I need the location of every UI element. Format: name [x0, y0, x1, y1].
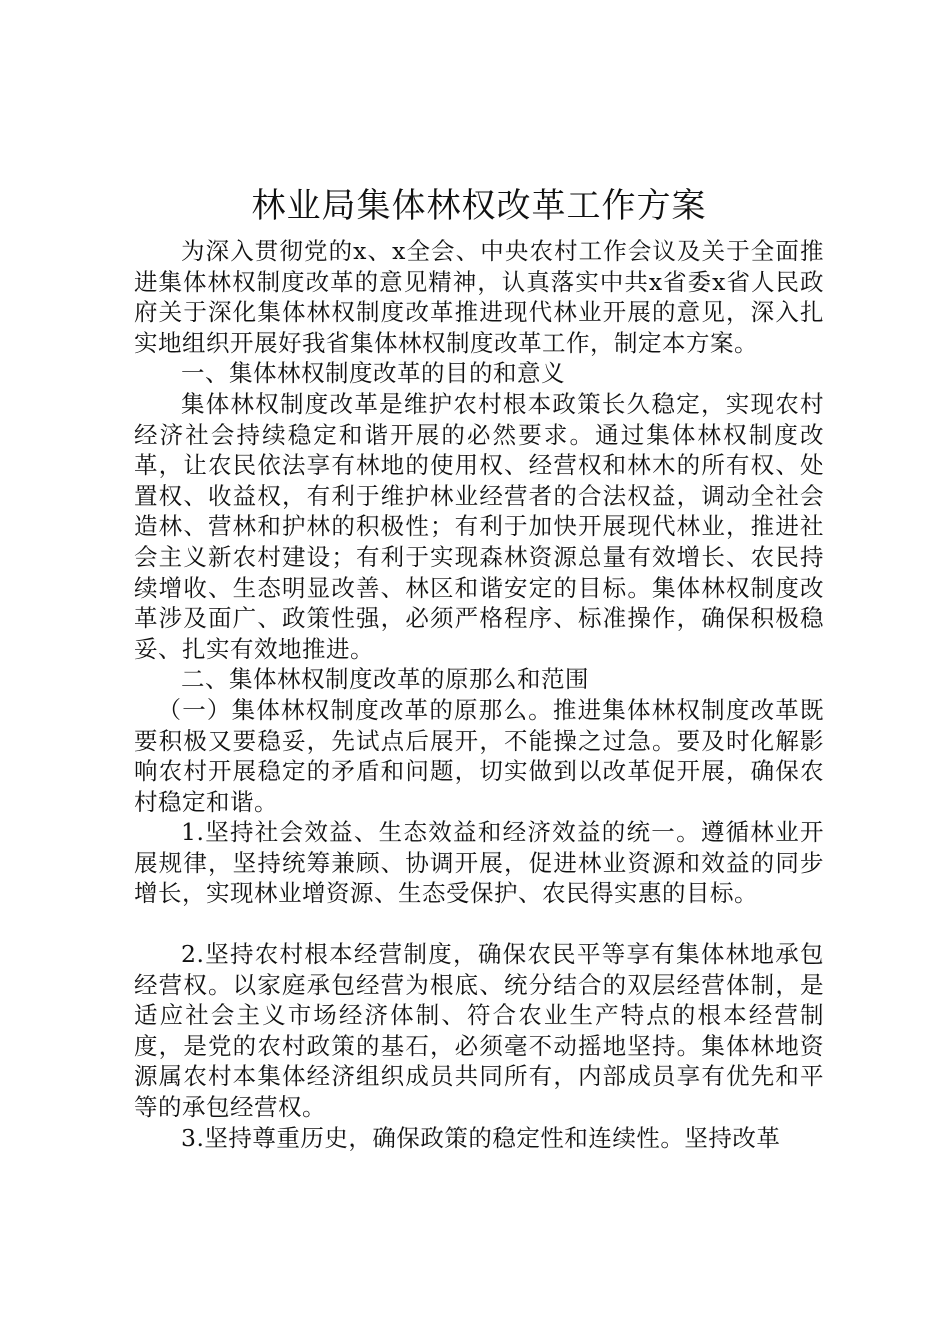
intro-paragraph: 为深入贯彻党的x、x全会、中央农村工作会议及关于全面推进集体林权制度改革的意见精神，认真落实中共x省委x省人民政府关于深化集体林权制度改革推进现代林业开展的意见，深入扎实地组织开展好我省集体林权制度改革工作，制定本方案。: [134, 237, 824, 357]
document-title: 林业局集体林权改革工作方案: [251, 186, 707, 226]
paragraph-gap: [134, 909, 824, 939]
subsection-1-paragraph: （一）集体林权制度改革的原那么。推进集体林权制度改革既要积极又要稳妥，先试点后展开，不能操之过急。要及时化解影响农村开展稳定的矛盾和问题，切实做到以改革促开展，确保农村稳定和谐。: [134, 695, 824, 816]
section-heading-2: 二、集体林权制度改革的原那么和范围: [181, 665, 589, 694]
principle-2-paragraph: 2.坚持农村根本经营制度，确保农民平等享有集体林地承包经营权。以家庭承包经营为根底、统分结合的双层经营体制，是适应社会主义市场经济体制、符合农业生产特点的根本经营制度，是党的农村政策的基石，必须毫不动摇地坚持。集体林地资源属农村本集体经济组织成员共同所有，内部成员享有优先和平等的承包经营权。: [134, 940, 824, 1122]
principle-3-paragraph: 3.坚持尊重历史，确保政策的稳定性和连续性。坚持改革: [181, 1123, 781, 1152]
section-heading-1: 一、集体林权制度改革的目的和意义: [181, 359, 565, 388]
principle-1-paragraph: 1.坚持社会效益、生态效益和经济效益的统一。遵循林业开展规律，坚持统筹兼顾、协调开展，促进林业资源和效益的同步增长，实现林业增资源、生态受保护、农民得实惠的目标。: [134, 818, 824, 908]
section-1-paragraph: 集体林权制度改革是维护农村根本政策长久稳定，实现农村经济社会持续稳定和谐开展的必然要求。通过集体林权制度改革，让农民依法享有林地的使用权、经营权和林木的所有权、处置权、收益权，有利于维护林业经营者的合法权益，调动全社会造林、营林和护林的积极性；有利于加快开展现代林业，推进社会主义新农村建设；有利于实现森林资源总量有效增长、农民持续增收、生态明显改善、林区和谐安定的目标。集体林权制度改革涉及面广、政策性强，必须严格程序、标准操作，确保积极稳妥、扎实有效地推进。: [134, 389, 824, 663]
document-page: [134, 182, 824, 1153]
